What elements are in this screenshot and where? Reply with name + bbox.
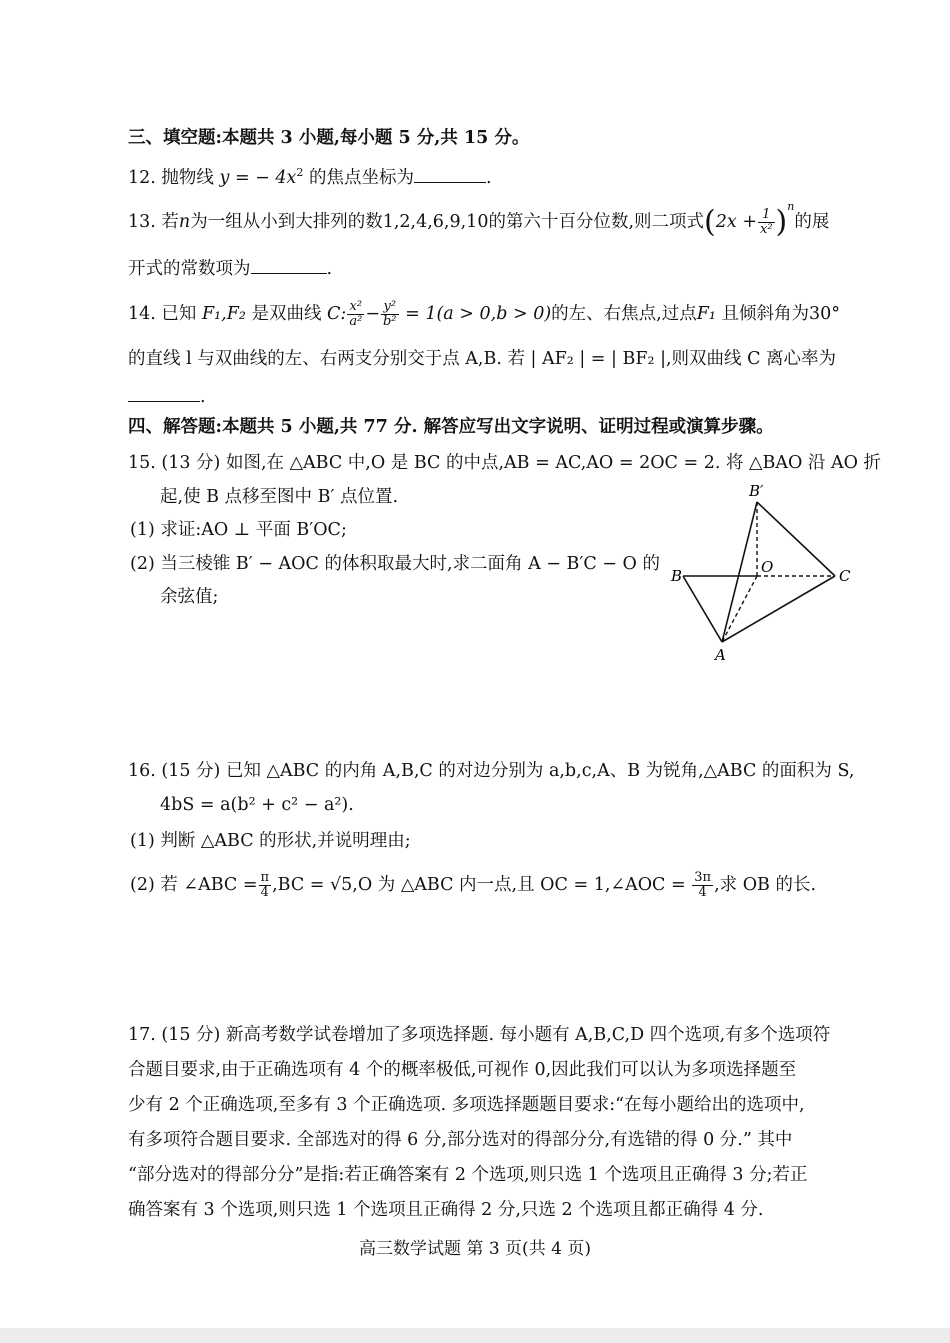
q13-text-b: 为一组从小到大排列的数1,2,4,6,9,10的第六十百分位数,则二项式 — [190, 211, 705, 232]
question-14-line3 — [128, 384, 206, 410]
q15-line1: 15. (13 分) 如图,在 △ABC 中,O 是 BC 的中点,AB = AC,AO = 2OC = 2. 将 △BAO 沿 AO 折 — [128, 453, 882, 473]
q13-text-c: 的展 — [794, 211, 830, 232]
question-12 — [128, 160, 492, 191]
q13-exp-n: n — [787, 200, 795, 213]
section3-heading: 三、填空题:本题共 3 小题,每小题 5 分,共 15 分。 — [128, 128, 530, 148]
q12-end: . — [485, 167, 492, 188]
q17-line1: 17. (15 分) 新高考数学试卷增加了多项选择题. 每小题有 A,B,C,D 四个选项,有多个选项符 — [128, 1025, 831, 1045]
q12-exp: 2 — [296, 166, 304, 179]
q14-fy-num: y² — [381, 300, 399, 315]
q12-text-a: 抛物线 — [161, 167, 214, 188]
q14-foci: F₁,F₂ — [202, 304, 246, 324]
q16-pi2-num: 3π — [694, 870, 712, 885]
q14-end: . — [200, 387, 206, 407]
q17-line6: 确答案有 3 个选项,则只选 1 个选项且正确得 2 分,只选 2 个选项且都正确得 4 分. — [128, 1200, 764, 1220]
page-footer: 高三数学试题 第 3 页(共 4 页) — [359, 1239, 591, 1259]
question-14 — [128, 300, 840, 329]
q15-line2: 起,使 B 点移至图中 B′ 点位置. — [160, 487, 399, 507]
q13-binom-a: 2x + — [715, 211, 757, 232]
q13-text-a: 若 — [161, 211, 179, 232]
q14-eq: = 1(a > 0,b > 0) — [405, 304, 552, 324]
q12-answer-blank[interactable] — [414, 166, 486, 183]
q16-frac-3pi4 — [692, 871, 713, 900]
q12-text-b: 的焦点坐标为 — [308, 167, 414, 188]
q13-var-n: n — [178, 211, 191, 232]
q14-frac-y — [381, 300, 399, 329]
question-13-line2 — [128, 256, 332, 282]
q12-number: 12. — [128, 167, 156, 188]
q17-line4: 有多项符合题目要求. 全部选对的得 6 分,部分选对的得部分分,有选错的得 0 分.” 其中 — [128, 1130, 793, 1150]
section4-heading: 四、解答题:本题共 5 小题,共 77 分. 解答应写出文字说明、证明过程或演算步骤。 — [128, 417, 774, 437]
q14-minus: − — [365, 304, 380, 324]
q16-part2-a: (2) 若 ∠ABC = — [130, 875, 258, 895]
question-13 — [128, 200, 830, 240]
q14-number: 14. — [128, 304, 156, 324]
q14-fy-den: b² — [382, 314, 397, 329]
q13-number: 13. — [128, 211, 156, 232]
question-14-line2: 的直线 l 与双曲线的左、右两支分别交于点 A,B. 若 | AF₂ | = | BF₂ |,则双曲线 C 离心率为 — [128, 349, 837, 369]
q14-curve: C: — [327, 304, 347, 324]
q13-fraction — [758, 208, 775, 237]
bottom-strip — [0, 1328, 950, 1343]
q14-fx-num: x² — [347, 300, 364, 315]
q13-right-paren: ) — [775, 204, 788, 240]
q16-pi-den: 4 — [260, 885, 269, 900]
q14-text-a: 已知 — [161, 304, 197, 324]
q16-pi2-den: 4 — [698, 885, 707, 900]
label-bprime: B′ — [749, 482, 764, 500]
q16-part2 — [130, 871, 816, 900]
q16-pi-num: π — [260, 870, 270, 885]
label-b: B — [671, 567, 683, 585]
label-a: A — [715, 646, 726, 664]
q16-line1: 16. (15 分) 已知 △ABC 的内角 A,B,C 的对边分别为 a,b,c,A、B 为锐角,△ABC 的面积为 S, — [128, 761, 855, 781]
q15-part2: (2) 当三棱锥 B′ − AOC 的体积取最大时,求二面角 A − B′C − O 的 — [130, 554, 660, 574]
edge-bprime-a — [722, 502, 757, 642]
q14-f1: F₁ — [696, 304, 716, 324]
label-c: C — [839, 567, 851, 585]
label-o: O — [761, 558, 774, 576]
q12-math: y = − 4x — [219, 167, 297, 188]
q16-part2-c: ,求 OB 的长. — [714, 875, 817, 895]
q15-part2b: 余弦值; — [160, 587, 219, 607]
edge-b-a — [683, 576, 722, 642]
q16-part2-b: ,BC = √5,O 为 △ABC 内一点,且 OC = 1,∠AOC = — [272, 875, 686, 895]
q14-text-c: 的左、右焦点,过点 — [551, 304, 697, 324]
q17-line5: “部分选对的得部分分”是指:若正确答案有 2 个选项,则只选 1 个选项且正确得 3 分;若正 — [128, 1165, 808, 1185]
q13-frac-den: x² — [759, 221, 773, 237]
q14-text-d: 且倾斜角为30° — [721, 304, 841, 324]
q16-part1: (1) 判断 △ABC 的形状,并说明理由; — [130, 831, 411, 851]
q13-left-paren: ( — [704, 204, 716, 240]
q15-part1: (1) 求证:AO ⊥ 平面 B′OC; — [130, 520, 347, 540]
q17-line3: 少有 2 个正确选项,至多有 3 个正确选项. 多项选择题题目要求:“在每小题给出的选项中, — [128, 1095, 805, 1115]
q16-frac-pi4 — [259, 871, 272, 900]
q15-figure — [665, 480, 855, 665]
q14-fx-den: a² — [349, 314, 363, 329]
q14-frac-x — [347, 300, 364, 329]
q17-line2: 合题目要求,由于正确选项有 4 个的概率极低,可视作 0,因此我们可以认为多项选择题至 — [128, 1060, 797, 1080]
q16-line2: 4bS = a(b² + c² − a²). — [160, 795, 354, 815]
q13-line2: 开式的常数项为 — [128, 259, 251, 279]
q13-answer-blank[interactable] — [251, 257, 327, 274]
q13-frac-num: 1 — [758, 208, 775, 223]
q13-end: . — [326, 259, 333, 279]
q14-answer-blank[interactable] — [128, 385, 200, 402]
q14-text-b: 是双曲线 — [251, 304, 322, 324]
